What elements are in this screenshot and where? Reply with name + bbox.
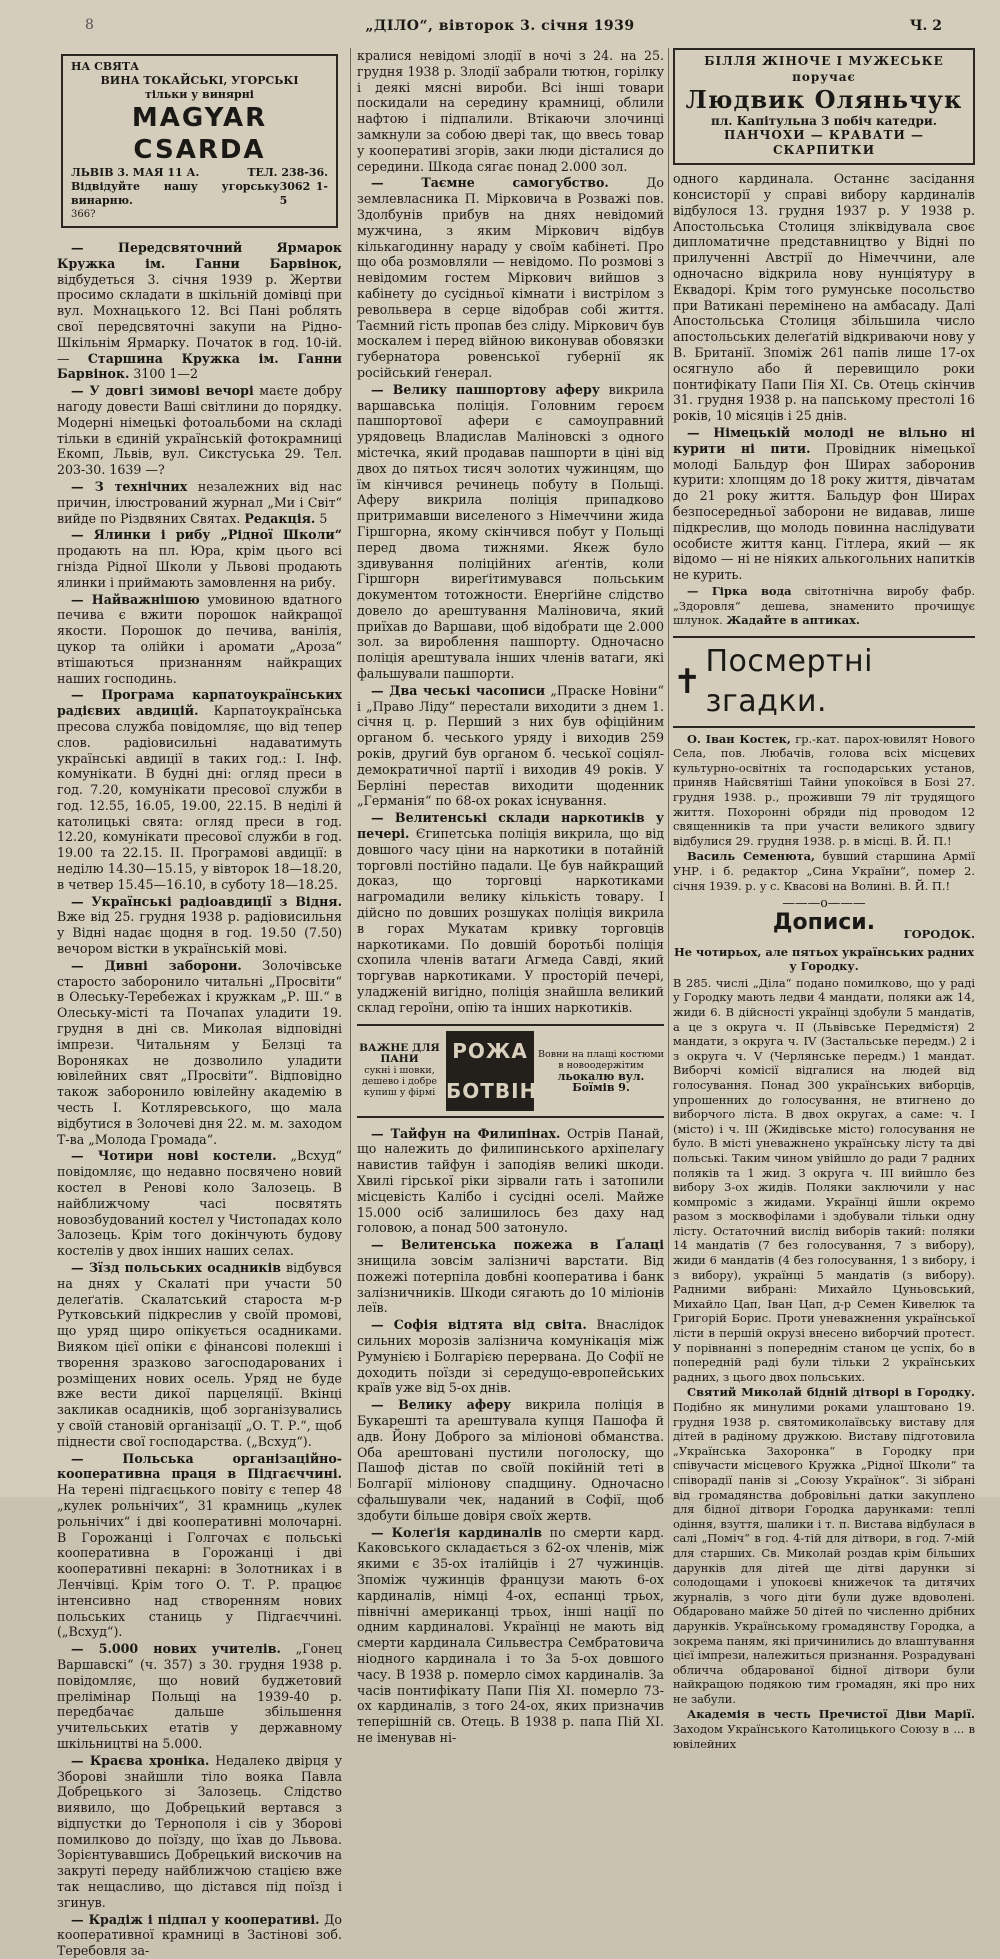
article [57, 1641, 342, 1752]
article-title: Василь Семенюта, [687, 849, 815, 864]
article-body: Золочівське старосто заборонило читальні „Просвіти“ в Олеську-Теребежах і кружкам „Р. Ш.“ в Олеську-місті та Почапах уладити 19. грудня в дні св. Миколая відповідні імпрези. Читальням у Белзці та Вороняках не дозволило уладити ювілейних свят „Просвіти“. Відповідно також заборонило ювілейну академію в честь І. Котляревського, що мала відбутися в Золочеві дня 22. м. м. заходом Т-ва „Молода Громада“. [57, 957, 342, 1147]
notice-body: світотнічна виробу фабр. „Здоровля“ дешева, знаменито прочищує шлунок. [673, 583, 975, 628]
dopysy-subtitle: Не чотирьох, але пятьох українських радних у Городку. [673, 944, 975, 974]
article-body: одного кардинала. Останнє засідання консисторії у справі вибору кардиналів відбулося 13. грудня 1937 р. У 1938 р. Апостольська Столиця зліквідувала своє дипломатичне представництво у Відні по прилученні Австрії до Німеччини, але одночасно відкрила нову нунціятуру в Еквадорі. Крім того румунське посольство при Ватикані перемінено на амбасаду. Далі Апостольська Столиця збільшила число апостольських делеґатій відкриваючи нову у В. Британії. Зпоміж 261 папів лише 17-ох осягнуло або й перевищило роки понтифікату Папи Пія XI. Св. Отець скінчив 31. грудня 1938 р. на папському престолі 16 років, 10 місяців і 25 днів. [673, 171, 975, 424]
article-body: Вже від 25. грудня 1938 р. радіовисильня у Відні надає щодня в год. 19.50 (7.50) вечором вістки в українській мові. [57, 909, 342, 957]
article-title: — Тайфун на Филипінах. [371, 1125, 561, 1141]
article-signature: Редакція. [244, 510, 316, 526]
ad-oliyanchuk [673, 48, 975, 165]
ad-ref-2: 366? [71, 209, 96, 220]
column-2 [357, 48, 665, 1745]
column-rule-1 [350, 48, 351, 1488]
article-body: Недалеко двірця у Зборові знайшли тіло вояка Павла Добрецького зі Залозець. Слідство виявило, що Добрецький вертався з відпустки до Тернополя і сів у Зборові помилково до поїзду, що їхав до Львова. Зорієнтувавшись Добрецький вискочив на закруті переду найближчою стацією вже так нещасливо, що дістався під поїзд і згинув. [57, 1752, 342, 1910]
column-3-articles [673, 171, 975, 583]
article-body: по смерти кард. Каковського складається з 62-ох членів, між якими є 35-ох італійців і 27 чужинців. Зпоміж чужинців французи мають 6-ох кардиналів, німці 4-ох, еспанці трьох, північні американці трьох, інші нації по одним кардиналові. Українці не мають від смерти кардинала Сильвестра Сембратовича ніодного кардинала і то 3а 5-ох довшого часу. В 1938 р. померло сімох кардиналів. За часів понтифікату Папи Пія XI. померло 73-ох кардиналів, з того 24-ох, яких призначив теперішній св. Отець. В 1938 р. папа Пій XI. не іменував ні- [357, 1524, 664, 1745]
article-title: Святий Миколай бідній дітворі в Городку. [687, 1385, 975, 1400]
issue-part: Ч. 2 [909, 18, 942, 34]
ad-line: сукні і шовки, дешево і добре купиш у фірмі [361, 1065, 438, 1099]
article [57, 958, 342, 1148]
article [57, 592, 342, 687]
ad-address: пл. Капітульна 3 побіч катедри. [711, 113, 937, 128]
ad-ref: 3062 1-5 [279, 180, 328, 207]
obituaries-title: Посмертні згадки. [705, 643, 873, 719]
ad-slogan: Відвідуйте нашу угорську винарню. [71, 180, 280, 207]
article-title: — Софія відтята від світа. [371, 1317, 587, 1333]
ad-line: ВИНА ТОКАЙСЬКІ, УГОРСЬКІ [100, 74, 299, 87]
article [57, 1148, 342, 1259]
article [357, 1237, 664, 1316]
article-body: Заходом Українського Католицького Союзу в ... в ювілейних [673, 1722, 975, 1751]
article-title: — Краєва хроніка. [71, 1752, 210, 1768]
column-rule-2 [668, 48, 669, 1488]
dopysy-articles [673, 976, 975, 1751]
column-3 [673, 48, 975, 1751]
article-title: Академія в честь Пречистої Діви Марії. [687, 1707, 975, 1722]
article-body: „Всхуд“ повідомляє, що недавно посвячено новий костел в Ренові коло Залозець. В найближчому часі посвятять новозбудований костел у Чистопадах коло Залозець. Крім того докінчують будову костелів у двох інших наших селах. [57, 1148, 343, 1259]
article [357, 1317, 664, 1396]
article-body: Єгипетська поліція викрила, що від довшого часу ціни на наркотики в потайній торговлі постійно падали. Це був найкращий доказ, що торговці наркотиками нагромадили велику кількість товару. І дійсно по довших розшуках поліція викрила в горах Мукатам кривку торговців наркотиками. По довшій боротьбі поліція схопила членів ватаги Агмеда Савді, який торгував наркотиками. У просторій печері, уладженій вигідно, поліція знайшла великий склад героїни, опію та інших наркотиків. [357, 826, 664, 1015]
article-body: знищила зовсім залізничі варстати. Від пожежі потерпіла довбні кооператива і банк залізничників. Шкоди сягають до 10 міліонів леїв. [357, 1252, 664, 1316]
article-body: гр.-кат. парох-ювилят Нового Села, пов. Любачів, голова всіх місцевих культурно-освітніх та господарських установ, приняв Найсвятіші Тайни упокоївся в Бозі 27. грудня 1938. р., проживши 79 літ трудящого життя. Похоронні обряди під проводом 12 священників та при участи великого здвигу відбулися 29. грудня 1938. р. в місці. В. Й. П.! [673, 731, 975, 848]
article [357, 382, 664, 682]
article-title: — З технічних [71, 478, 188, 494]
article-body: В 285. числі „Діла“ подано помилково, що у раді у Городку мають ледви 4 мандати, поляки аж 14, жиди 6. В дійсності українці здобули 5 мандатів, а це з округа ч. II (Львівське Передмістя) 2 мандати, з округа ч. IV (Застальське передм.) 2 і з округа ч. V (Черлянське передм.) 1 мандат. Виборчі комісії відгалися на людей від голосування. Понад 300 українських виборців, упрошенних до голосування, не втигнено до виборчого ліста. В двох округах, а саме: ч. І (місто) і ч. ІІІ (Жидівське місто) голосування не було. В місті уневажнено українську лісту та дві польські. Таким чином увійшло до ради 7 радних поляків та 1 жид. З округа ч. ІІІ вийшло без вибору 3-ох жидів. Поляки заключили у нас компроміс з жидами. Українці йшли окремо разом з москвофілами і здобували тільки одну лісту. Остаточний вислід виборів такий: поляки 14 мандатів (7 без голосування, 7 з вибору), жиди 6 мандатів (4 без голосування, 1 з вибору, і з вибору), українці 5 мандатів (з вибору). Радними вибрані: Михайло Цуньовський, Михайло Цап, Іван Цап, д-р Семен Кивелюк та Григорій Борис. Проти уневажнення української лісти в першій окрузі внесено виборчий протест. У порівнанні з попереднім станом це успіх, бо в попередній раді були тільки 2 українських радних, з цього двох польських. [673, 975, 975, 1384]
article-body: На терені підгаєцького повіту є тепер 48 „кулек рольнічих“, 31 крамниць „кулек рольнічих“ і дві кооперативні молочарні. В Горожанці і Голгочах є польські кооперативна в Горожанці і дві кооперативні пекарні: в Золотниках і в Ленчівці. Крім того О. Т. Р. працює інтенсивно над створенням нових польських станиць у Підгаєччині. („Всхуд“). [57, 1482, 342, 1640]
article-title: — Найважнішою [71, 591, 200, 607]
ad-brand-name: MAGYAR CSARDA [131, 103, 268, 165]
article [673, 732, 975, 849]
article [357, 1126, 664, 1237]
article [357, 175, 664, 380]
article-body: відбувся на днях у Скалаті при участи 50 делеґатів. Скалатський староста м-р Рутковський підкреслив у своїй промові, що уряд щиро опікується осадниками. Вияком цієї опіки є фінансові полекші і творення зразково загосподарованих і розміщених нових осель. Уряд не буде вже вести дикої парцеляції. Вкінці закликав осадників, щоб зорганізувались у своїй становій організації „О. Т. Р.“, щоб піднести свої господарства. („Всхуд“). [57, 1260, 342, 1449]
ad-line: тільки у винярні [145, 88, 254, 101]
article-body: Подібно як минулими роками улаштовано 19. грудня 1938 р. святомиколаївську виставу для дітей в радіному дружкою. Виставу підготовила „Українська Захоронка“ в Городку при співучасти місцевого Кружка „Рідної Школи“ та співорадії панів зі „Союзу Українок“. Зі зібрані від громадянства добровільні датки закуплено для бідної дітвори Городка дарунками: теплі одіння, взуття, шалики і т. п. Вистава відбулася в салі „Поміч“ в год. 4-тій для дітвори, в год. 7-мій для старших. Св. Миколай роздав крім більших дарунків для дітей ще дітві дарунки зі солодощами і упокоєві книжечок та дитячих журналів, з чого діти були дуже вдоволені. Обдаровано майже 50 дітей по численно дрібних дарунків. Українському громадянству Городка, а зокрема паням, які причинились до влаштування цієї імпрези, належиться признання. Розрадувані обличча обдарованої бідної дітвори були найкращою подякою тим громадян, які про них не забули. [673, 1400, 975, 1706]
ad-products: ПАНЧОХИ — КРАВАТИ — СКАРПИТКИ [724, 127, 924, 158]
article [57, 1451, 342, 1641]
article [673, 849, 975, 893]
article-title: — Велику аферу [371, 1397, 512, 1413]
article-title: — Два чеські часописи [371, 682, 546, 698]
article-body: викрила поліція в Букарешті та арештувала купця Пашофа й адв. Йону Доброго за міліонові обманства. Оба арештовані пустили поголоску, що Пашоф дістав по своїй покійній теті в Болгарії міліонову спадщину. Одночасно сфальшували чек, наданий в Софії, щоб здобути більше довіря своїх жертв. [357, 1397, 664, 1523]
article-title: — Велику пашпортову аферу [371, 381, 600, 397]
cross-icon: ✝ [673, 661, 702, 702]
masthead: „ДІЛО“, вівторок 3. січня 1939 [365, 18, 635, 34]
obituaries-list [673, 732, 975, 894]
notice-title: — Гірка вода [687, 583, 792, 598]
article-title: — Таємне самогубство. [371, 175, 609, 191]
article-body: умовиною вдатного печива є вжити порошок найкращої якости. Порошок до печива, ванілія, цукор та олійки і аромати „Ароза“ втішаються признанням найкращих наших господинь. [57, 591, 342, 686]
ad-right-text [538, 1049, 664, 1093]
article [57, 687, 342, 892]
ad-brand-name: Людвик Оляньчук [685, 84, 963, 114]
article-title: — У довгі зимові вечорі [71, 383, 254, 399]
ad-rozha-botvin [357, 1024, 664, 1118]
article-body: викрила варшавська поліція. Головним героєм пашпортової афери є самоуправний урядовець Владислав Маліновскі з одного містечка, який продавав пашпорти в ціні від двох до пятьох тисяч золотих чужинцям, що їм кінчився речинець побуту в Польщі. Аферу викрила поліція припадково притримавши виселеного з Німеччини жида Гіршгорна, якому скінчився побут у Польщі перед двома тижнями. Якеж було здивування поліційних аґентів, коли Гіршгорн виреґітимувався польським документом тотожности. Енерґійне слідство довело до арештування Маліновича, який приїхав до Варшави, щоб відобрати ще 2.000 зол. за вироблення пашпорту. Одночасно поліція арештувала інших членів ватаги, які фальшували пашпорти. [357, 381, 664, 682]
article-body: Карпатоукраїнська пресова служба повідомляє, що від тепер слов. радіовисильні надаватимуть українські авдиції в таких год.: І. Інф. комунікати. В будні дні: огляд преси в год. 7.20, комунікати пресової служби в год. 12.55, 16.05, 19.00, 22.15. В неділі й католицькі свята: огляд преси в год. 12.20, комунікати пресової служби в год. 19.00 та 22.15. ІІ. Програмові авдиції: в неділю 14.30—15.15, у вівторок 18—18.20, в четвер 15.45—16.10, в суботу 18—18.25. [57, 703, 342, 892]
article [357, 1397, 664, 1523]
article [57, 383, 342, 478]
article-body: До землевласника П. Мірковича в Розважі пов. Здолбунів прибув на днях невідомий мужчина, з яким Міркович відбув кількагодинну нараду у своїм кабінеті. Про що оба розмовляли — невідомо. По розмові з невідомим гостем Міркович вийшов з кабінету до сусідньої кімнати і вистрілом з револьвера в серце відобрав собі життя. Таємний гість пропав без сліду. Міркович був москалем і перед війною виконував обовязки губернатора ровенської губернії як російський ґенерал. [357, 175, 664, 380]
article [57, 479, 342, 526]
article-title: — Передсвяточний Ярмарок Кружка ім. Ганни Барвінок, [57, 240, 342, 271]
article-title: — Програма карпатоукраїнських радієвих авдицій. [57, 687, 342, 719]
article-body: До кооперативної крамниці в Застінові зоб. Теребовля за- [57, 1911, 342, 1959]
article [357, 683, 664, 809]
article-body: Острів Панай, що належить до филипинського архіпелагу навистив тайфун і заподіяв великі шкоди. Хвилі гірської ріки зірвали гать і затопили місцевість Калібо і сусідні оселі. Майже 15.000 осіб залишилось без даху над головою, а понад 500 затонуло. [357, 1125, 664, 1236]
article [57, 527, 342, 590]
column-2-articles-bottom [357, 1126, 664, 1746]
article [57, 240, 342, 382]
article-title: — 5.000 нових учителів. [71, 1641, 281, 1657]
article-ref-code: 3100 1—2 [129, 366, 199, 382]
article [57, 1753, 342, 1911]
article-ref-code: 5 [315, 510, 328, 526]
article-signature: Старшина Кружка ім. Ганни Барвінок. [57, 350, 342, 382]
article-body: бувший старшина Армії УНР. і б. редактор „Сина України“, помер 2. січня 1939. р. у с. Квасові на Волині. В. Й. П.! [673, 849, 975, 893]
column-1 [57, 48, 343, 1959]
article [673, 1707, 975, 1751]
article-title: — Українські радіоавдиції з Відня. [71, 893, 342, 909]
article [673, 976, 975, 1385]
article-title: — Польська організаційно-кооперативна праця в Підгаєччині. [57, 1450, 342, 1482]
article-title: О. Іван Костек, [687, 731, 791, 746]
ad-address: ЛЬВІВ 3. МАЯ 11 А. [71, 166, 200, 179]
article-title: — Крадіж і підпал у кооперативі. [71, 1911, 320, 1927]
article [57, 1912, 342, 1959]
article [357, 1525, 664, 1746]
article-title: — Колеґія кардиналів [371, 1524, 542, 1540]
ad-line: Вовни на плащі костюми в новоодержітим [538, 1048, 664, 1071]
ad-line: НА СВЯТА [71, 60, 140, 73]
ad-left-text [357, 1043, 442, 1098]
article-title: — Зїзд польських осадників [71, 1260, 282, 1275]
article [673, 171, 975, 424]
article-title: — Чотири нові костели. [71, 1148, 277, 1164]
article-title: — Дивні заборони. [71, 957, 242, 973]
article [357, 48, 664, 174]
article-body: маєте добру нагоду довести Ваші світлини до порядку. Модерні німецькі фотоальбоми на складі тільки в єдиній українській фотокрамниці Екомп, Львів, вул. Сикстуська 29. Тел. 203-30. [57, 383, 342, 478]
article [57, 894, 342, 957]
article [57, 1260, 342, 1450]
article-title: — Німецькій молоді не вільно ні курити ні пити. [673, 424, 975, 456]
ad-heading: ВАЖНЕ ДЛЯ ПАНИ [359, 1042, 440, 1066]
ad-brand-name: РОЖА БОТВІН [446, 1031, 534, 1111]
article-body: „Гонец Варшавскі“ (ч. 357) з 30. грудня 1938 р. повідомляє, що новий буджетовий прелімінар Польщі на 1939-40 р. передбачає дальше збільшення учительських етатів у державному шкільництві на 5.000. [57, 1641, 342, 1751]
article-body: кралися невідомі злодії в ночі з 24. на 25. грудня 1938 р. Злодії забрали тютюн, горілку і деякі мясні вироби. Всі інші товари поскидали на середину крамниці, облили нафтою і підпалили. Втікаючи злочинці замкнули за собою двері так, що ввесь товар у кооперативі згорів, заки люди дісталися до середини. Шкода сягає понад 2.000 зол. [357, 48, 664, 174]
article-body: Внаслідок сильних морозів залізнича комунікація між Румунією і Болгарією перервана. До Софії не доходить поїзди зі середущо-европейських країв уже від 5-ох днів. [357, 1317, 664, 1396]
ad-address: льокалю вул. Боїмів 9. [557, 1069, 645, 1094]
article-body: незалежних від нас причин, ілюстрований журнал „Ми і Світ“ вийде по Різдвяних Святах. [57, 478, 342, 526]
page-header [0, 0, 1000, 40]
column-2-articles-top [357, 48, 664, 1016]
article [673, 425, 975, 583]
ad-magyar-csarda [61, 54, 338, 228]
article-ref-code: 1639 —? [105, 462, 165, 478]
separator-ornament: ———o——— [782, 895, 866, 911]
page-number: 8 [85, 17, 94, 33]
article [673, 1385, 975, 1706]
dopysy-title: Дописи. [772, 910, 876, 936]
article-body: продають на пл. Юра, крім цього всі гнізда Рідної Школи у Львові продають ялинки і приймають замовлення на рибу. [57, 543, 342, 590]
article-title: — Ялинки і рибу „Рідної Школи“ [71, 527, 342, 543]
dopysy-place: ГОРОДОК. [903, 926, 975, 941]
obituaries-header [673, 636, 975, 728]
ad-phone: ТЕЛ. 238-36. [247, 166, 328, 179]
article-title: — Велитенські склади наркотиків у печері. [357, 810, 664, 842]
article-title: — Велитенська пожежа в Ґалаці [371, 1237, 664, 1253]
ad-line: БІЛЛЯ ЖІНОЧЕ І МУЖЕСЬКЕ поручає [704, 54, 944, 84]
notice [673, 584, 975, 628]
notice-sig: Жадайте в аптиках. [726, 613, 860, 628]
article-body: „Праске Новіни“ і „Право Ліду“ перестали виходити з днем 1. січня ц. р. Перший з них був офіційним органом б. чеського уряду і виходив 259 років, другий був органом б. чеської соціял-демократичної партії і виходив 49 років. У Берліні перестав виходити щоденник „Германія“ по 68-ох роках існування. [357, 682, 665, 809]
article-body: відбудеться 3. січня 1939 р. Жертви просимо складати в шкільній домівці при вул. Мохнацького 12. Всі Пані роблять свої передсвяточні закупи на Рідно-Шкільнім Ярмарку. Початок в год. 10-ій. — [57, 271, 342, 366]
article [357, 810, 664, 1015]
article-body: Провідник німецької молоді Бальдур фон Ширах заборонив курити: хлопцям до 18 року життя, дівчатам до 21 року життя. Бальдур фон Ширах безпосередньої заборони не видавав, лише підкреслив, що молодь повинна наслідувати особисте життя канц. Гітлера, який — як відомо — ні не ніяких алькогольних напитків не курить. [673, 440, 975, 583]
column-1-articles [57, 240, 342, 1959]
